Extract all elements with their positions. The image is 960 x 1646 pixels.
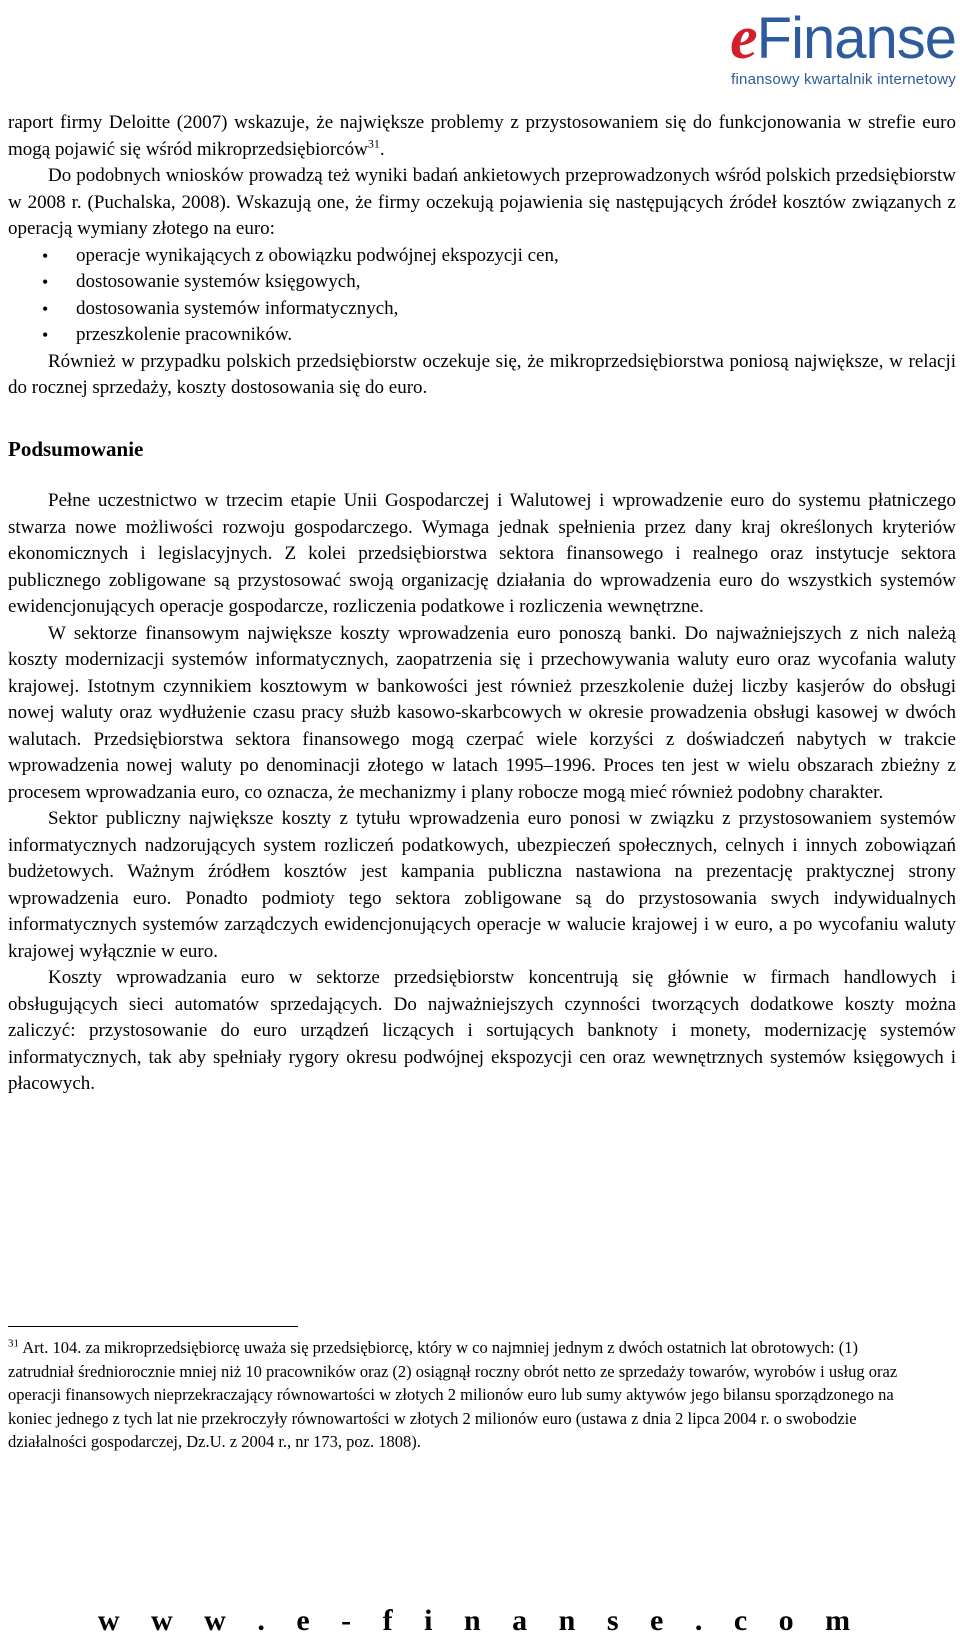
summary-paragraph-3: Sektor publiczny największe koszty z tytułu wprowadzenia euro ponosi w związku z przystosowaniem systemów informatycznych nadzorujących system rozliczeń podatkowych, ubezpieczeń społecznych, celnych i innych zobowiązań budżetowych. Ważnym źródłem kosztów jest kampania publiczna nastawiona na prezentację praktycznej strony wprowadzenia euro. Ponadto podmioty tego sektora zobligowane są do przystosowania swych indywidualnych informatycznych systemów zarządczych ewidencjonujących operacje w walucie krajowej i w euro, a po wycofaniu waluty krajowej wyłącznie w euro.	[8, 808, 956, 962]
logo-word: Finanse	[756, 6, 956, 71]
footnote-number: 31	[8, 1337, 19, 1350]
list-item: • dostosowania systemów informatycznych,	[8, 296, 956, 323]
summary-paragraph-1: Pełne uczestnictwo w trzecim etapie Unii Gospodarczej i Walutowej i wprowadzenie euro do systemu płatniczego stwarza nowe możliwości rozwoju gospodarczego. Wymaga jednak spełnienia przez dany kraj określonych kryteriów ekonomicznych i legislacyjnych. Z kolei przedsiębiorstwa sektora finansowego i realnego oraz instytucje sektora publicznego zobligowane są przystosować swoją organizację działania do wprowadzenia euro do wszystkich systemów ewidencjonujących operacje gospodarcze, rozliczenia podatkowe i rozliczenia wewnętrzne.	[8, 490, 956, 617]
list-item: • operacje wynikających z obowiązku podwójnej ekspozycji cen,	[8, 243, 956, 270]
cost-sources-list	[8, 243, 956, 349]
intro-paragraph-1-text: raport firmy Deloitte (2007) wskazuje, że największe problemy z przystosowaniem się do funkcjonowania w strefie euro mogą pojawić się wśród mikroprzedsiębiorców	[8, 112, 956, 160]
list-item: • dostosowanie systemów księgowych,	[8, 269, 956, 296]
intro-paragraph-3: Również w przypadku polskich przedsiębiorstw oczekuje się, że mikroprzedsiębiorstwa poniosą największe, w relacji do rocznej sprzedaży, koszty dostosowania się do euro.	[8, 350, 956, 398]
footnote	[8, 1336, 908, 1454]
footnote-text: Art. 104. za mikroprzedsiębiorcę uważa się przedsiębiorcę, który w co najmniej jednym z dwóch ostatnich lat obrotowych: (1) zatrudniał średniorocznie mniej niż 10 pracowników oraz (2) osiągnął roczny obrót netto ze sprzedaży towarów, wyrobów i usług oraz operacji finansowych nieprzekraczający równowartości w złotych 2 milionów euro lub sumy aktywów jego bilansu sporządzonego na koniec jednego z tych lat nie przekroczyły równowartości w złotych 2 milionów euro (ustawa z dnia 2 lipca 2004 r. o swobodzie działalności gospodarczej, Dz.U. z 2004 r., nr 173, poz. 1808).	[8, 1338, 898, 1451]
footer-url[interactable]: w w w . e - f i n a n s e . c o m	[97, 1604, 863, 1637]
summary-paragraph-4: Koszty wprowadzania euro w sektorze przedsiębiorstw koncentrują się głównie w firmach handlowych i obsługujących sieci automatów sprzedających. Do najważniejszych czynności tworzących dodatkowe koszty można zaliczyć: przystosowanie do euro urządzeń liczących i sortujących banknoty i monety, modernizację systemów informatycznych, tak aby spełniały rygory okresu podwójnej ekspozycji cen oraz wewnętrznych systemów księgowych i płacowych.	[8, 967, 956, 1094]
efinanse-logo	[696, 0, 956, 92]
footnote-ref[interactable]: 31	[367, 136, 380, 151]
summary-paragraph-2: W sektorze finansowym największe koszty wprowadzenia euro ponoszą banki. Do najważniejszych z nich należą koszty modernizacji systemów informatycznych, zaopatrzenia się i przechowywania waluty euro oraz wycofania waluty krajowej. Istotnym czynnikiem kosztowym w bankowości jest również przeszkolenie dużej liczby kasjerów do obsługi nowej waluty oraz wydłużenie czasu pracy służb kasowo-skarbcowych w okresie prowadzenia obsługi kasowej w dwóch walutach. Przedsiębiorstwa sektora finansowego mogą czerpać wiele korzyści z doświadczeń nabytych w trakcie wprowadzenia nowej waluty po denominacji złotego w latach 1995–1996. Proces ten jest w wielu obszarach zbieżny z procesem wprowadzania euro, co oznacza, że mechanizmy i plany robocze mogą mieć również podobny charakter.	[8, 622, 956, 803]
intro-paragraph-1-end: .	[379, 138, 385, 160]
intro-paragraph-1	[8, 110, 956, 163]
logo-wordmark	[696, 6, 956, 71]
footnote-divider	[8, 1326, 298, 1327]
list-item: • przeszkolenie pracowników.	[8, 322, 956, 349]
intro-paragraph-2: Do podobnych wniosków prowadzą też wyniki badań ankietowych przeprowadzonych wśród polskich przedsiębiorstw w 2008 r. (Puchalska, 2008). Wskazują one, że firmy oczekują pojawienia się następujących źródeł kosztów związanych z operacją wymiany złotego na euro:	[8, 165, 956, 239]
section-heading: Podsumowanie	[8, 436, 144, 461]
main-content	[8, 110, 956, 1098]
logo-e-letter: e	[730, 4, 757, 72]
logo-tagline: finansowy kwartalnik internetowy	[731, 71, 956, 88]
